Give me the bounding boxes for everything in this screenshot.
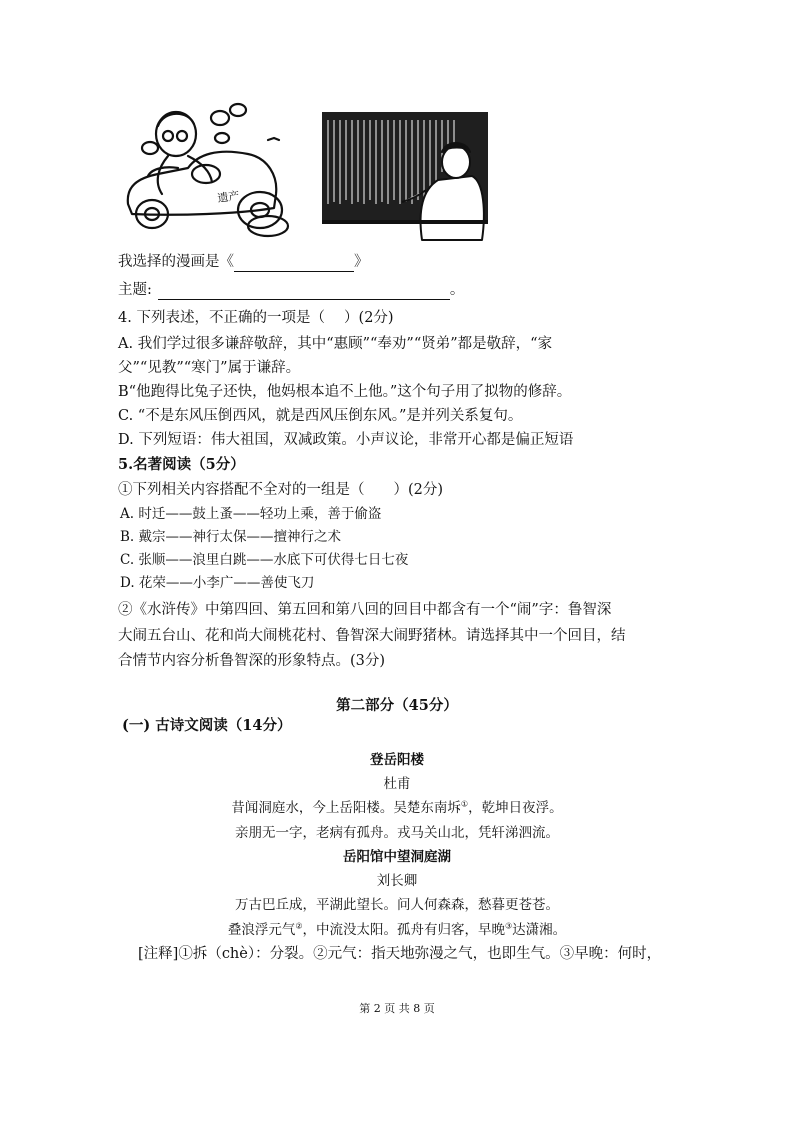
poem2-line2-a: 叠浪浮元气 [227, 922, 296, 938]
q5-option-d: D. 花荣——小李广——善使飞刀 [120, 575, 315, 591]
poem2-line1: 万古巴丘成，平湖此望长。问人何森森，愁暮更苍苍。 [235, 897, 559, 913]
q4-option-a-line1: A. 我们学过很多谦辞敬辞，其中“惠顾”“奉劝”“贤弟”都是敬辞，“家 [118, 336, 553, 352]
poem2-author: 刘长卿 [376, 873, 418, 889]
comic-blackboard-image [322, 112, 488, 242]
poem2-line2 [0, 918, 794, 938]
footnote-mark-2: ② [295, 921, 303, 931]
comic-choice-blank[interactable] [234, 271, 354, 272]
poem1-line2: 亲朋无一字，老病有孤舟。戎马关山北，凭轩涕泗流。 [235, 825, 559, 841]
q5-sub1: ①下列相关内容搭配不全对的一组是（ ）(2分) [118, 482, 444, 498]
poem1-line1 [0, 796, 794, 816]
poem1-author: 杜甫 [383, 776, 411, 792]
footnote-mark-1: ① [460, 799, 469, 809]
q4-option-c: C. “不是东风压倒西风，就是西风压倒东风。”是并列关系复句。 [118, 408, 523, 424]
q5-option-b: B. 戴宗——神行太保——擅神行之术 [120, 529, 342, 545]
poem2-line2-c: 达潇湘。 [512, 922, 567, 938]
q5-option-a: A. 时迁——鼓上蚤——轻功上乘，善于偷盗 [120, 506, 382, 522]
q4-option-a-line2: 父”“见教”“寒门”属于谦辞。 [118, 360, 301, 376]
comic-choice-line [118, 252, 369, 272]
poem1-title: 登岳阳楼 [370, 752, 424, 768]
q5-sub2-line1: ②《水浒传》中第四回、第五回和第八回的回目中都含有一个“闹”字：鲁智深 [118, 602, 612, 618]
q4-stem: 4. 下列表述，不正确的一项是（ ）(2分) [118, 310, 394, 326]
q5-option-c: C. 张顺——浪里白跳——水底下可伏得七日七夜 [120, 552, 409, 568]
q5-sub2-line3: 合情节内容分析鲁智深的形象特点。(3分) [118, 653, 386, 669]
poem1-line1-b: ，乾坤日夜浮。 [468, 800, 563, 816]
q4-option-d: D. 下列短语：伟大祖国，双减政策。小声议论，非常开心都是偏正短语 [118, 432, 574, 448]
comic-choice-prefix: 我选择的漫画是《 [118, 254, 234, 270]
notes-line: [注释]①拆（chè）：分裂。②元气：指天地弥漫之气，也即生气。③早晚：何时， [138, 946, 662, 962]
poem1-line1-a: 昔闻洞庭水，今上岳阳楼。吴楚东南坼 [231, 800, 461, 816]
section1-title: (一) 古诗文阅读（14分） [122, 717, 292, 734]
page-footer: 第 2 页 共 8 页 [359, 1002, 435, 1015]
comic-car-image [118, 96, 300, 244]
part2-title: 第二部分（45分） [336, 697, 458, 714]
comic-choice-suffix: 》 [354, 254, 369, 270]
poem2-line2-b: ，中流没太阳。孤舟有归客，早晚 [302, 922, 505, 938]
theme-line [118, 280, 464, 300]
footnote-mark-3: ③ [505, 921, 513, 931]
theme-label: 主题: [118, 282, 152, 298]
theme-suffix: 。 [449, 282, 465, 298]
q5-title: 5.名著阅读（5分） [118, 456, 245, 473]
theme-blank[interactable] [158, 299, 450, 300]
car-sign-text: 遗产 [216, 189, 241, 205]
q5-sub2-line2: 大闹五台山、花和尚大闹桃花村、鲁智深大闹野猪林。请选择其中一个回目，结 [118, 628, 626, 644]
poem2-title: 岳阳馆中望洞庭湖 [343, 849, 451, 865]
q4-option-b: B“他跑得比兔子还快，他妈根本追不上他。”这个句子用了拟物的修辞。 [118, 384, 572, 400]
